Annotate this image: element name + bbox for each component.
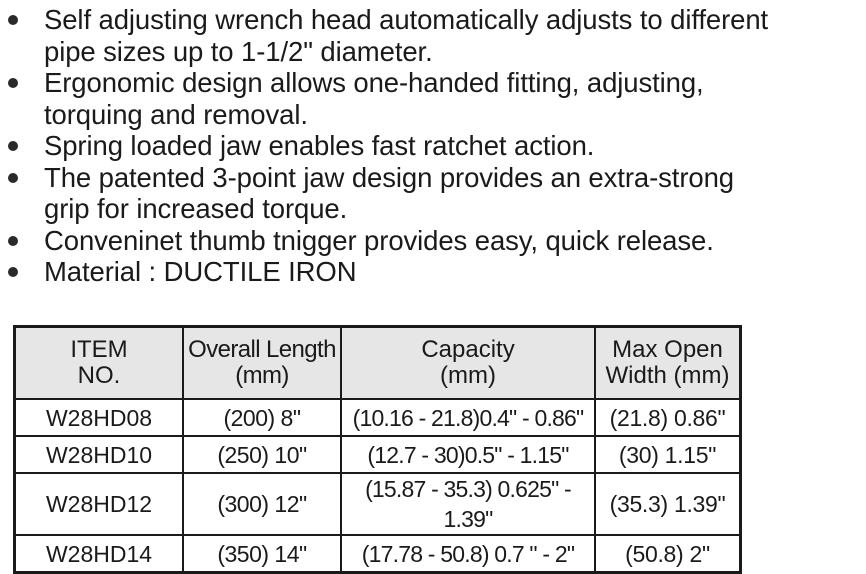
feature-list — [0, 4, 866, 288]
bullet-icon — [8, 173, 18, 183]
capacity-cell: (15.87 - 35.3) 0.625" - 1.39" — [341, 473, 595, 535]
table-row — [15, 535, 741, 573]
item-no-cell: W28HD10 — [15, 436, 184, 473]
header-overall-length: Overall Length (mm) — [183, 327, 341, 400]
feature-line: torquing and removal. — [44, 98, 308, 130]
spec-table — [13, 325, 742, 574]
feature-item — [0, 225, 866, 257]
table-row — [15, 473, 741, 535]
header-capacity: Capacity (mm) — [341, 327, 595, 400]
overall-length-cell: (300) 12" — [183, 473, 341, 535]
feature-line: Ergonomic design allows one-handed fitting, adjusting, — [44, 67, 704, 98]
overall-length-cell: (250) 10" — [183, 436, 341, 473]
feature-line: Material : DUCTILE IRON — [44, 256, 357, 287]
bullet-icon — [8, 15, 18, 25]
table-row — [15, 399, 741, 436]
item-no-cell: W28HD12 — [15, 473, 184, 535]
feature-item — [0, 130, 866, 162]
table-header-row — [15, 327, 741, 400]
capacity-cell: (17.78 - 50.8) 0.7 " - 2" — [341, 535, 595, 573]
feature-item — [0, 67, 866, 130]
header-max-open-width: Max Open Width (mm) — [595, 327, 741, 400]
feature-line: grip for increased torque. — [44, 193, 348, 224]
overall-length-cell: (350) 14" — [183, 535, 341, 573]
item-no-cell: W28HD14 — [15, 535, 184, 573]
capacity-cell: (10.16 - 21.8)0.4" - 0.86" — [341, 399, 595, 436]
max-open-width-cell: (30) 1.15" — [595, 436, 741, 473]
feature-line: pipe sizes up to 1-1/2" diameter. — [44, 35, 433, 67]
bullet-icon — [8, 141, 18, 151]
feature-line: Self adjusting wrench head automatically adjusts to different — [44, 4, 769, 35]
feature-line: The patented 3-point jaw design provides an extra-strong — [44, 161, 734, 193]
max-open-width-cell: (50.8) 2" — [595, 535, 741, 573]
feature-item — [0, 256, 866, 288]
feature-line: Conveninet thumb tnigger provides easy, quick release. — [44, 224, 714, 256]
feature-item — [0, 162, 866, 225]
header-item-no: ITEM NO. — [15, 327, 184, 400]
feature-line: Spring loaded jaw enables fast ratchet action. — [44, 130, 595, 161]
table-row — [15, 436, 741, 473]
bullet-icon — [8, 267, 18, 277]
bullet-icon — [8, 78, 18, 88]
overall-length-cell: (200) 8" — [183, 399, 341, 436]
bullet-icon — [8, 236, 18, 246]
capacity-cell: (12.7 - 30)0.5" - 1.15" — [341, 436, 595, 473]
feature-item — [0, 4, 866, 67]
item-no-cell: W28HD08 — [15, 399, 184, 436]
max-open-width-cell: (21.8) 0.86" — [595, 399, 741, 436]
max-open-width-cell: (35.3) 1.39" — [595, 473, 741, 535]
